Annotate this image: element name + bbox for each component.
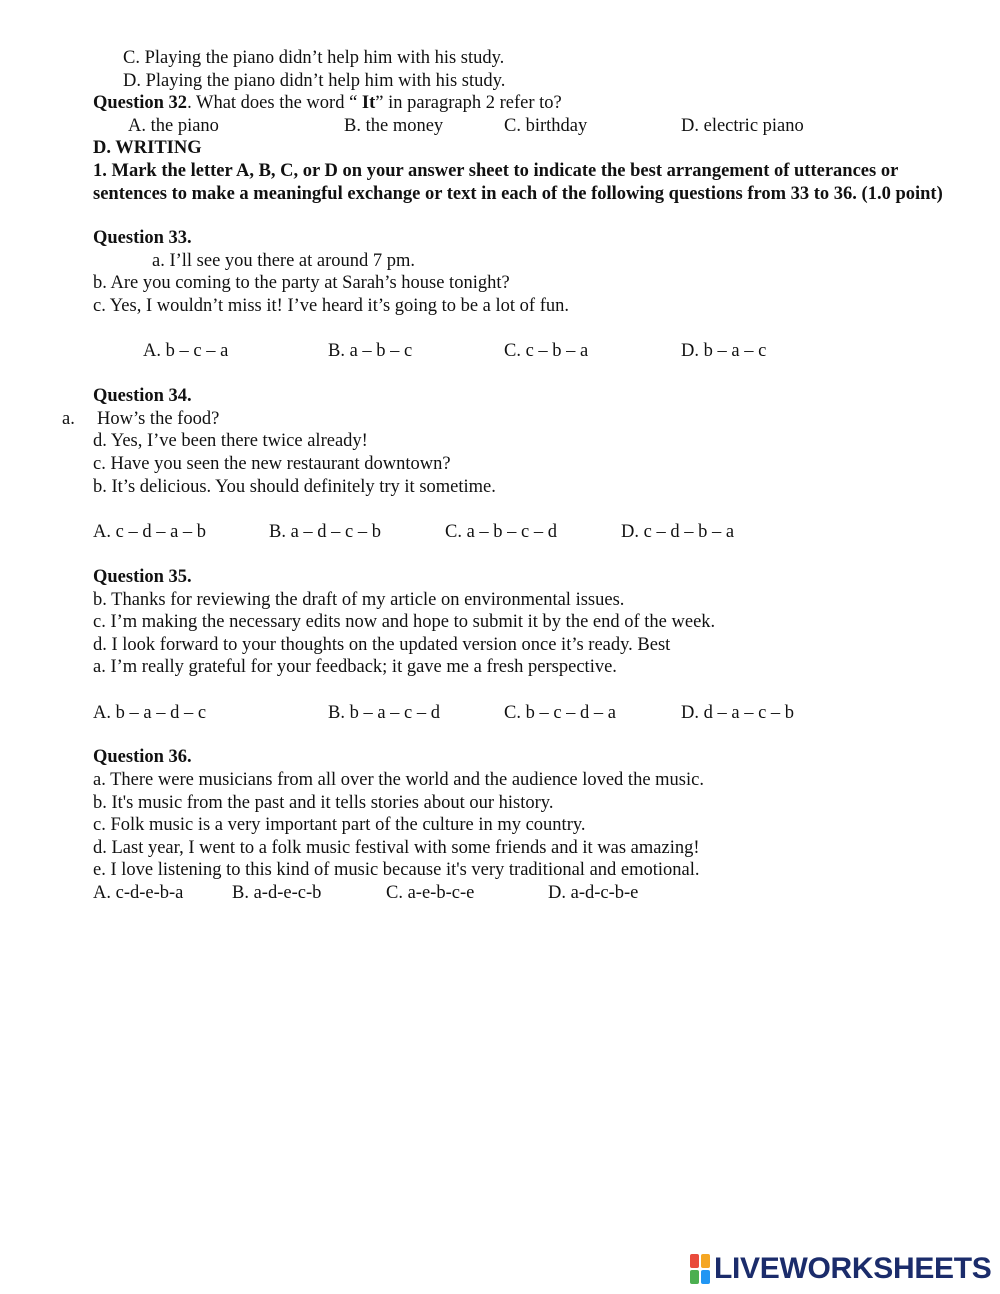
q35-line-d: d. I look forward to your thoughts on the updated version once it’s ready. Best xyxy=(93,635,671,655)
q33-option-c[interactable]: C. c – b – a xyxy=(504,341,589,361)
q32-label: Question 32 xyxy=(93,93,188,113)
q32-option-c[interactable]: C. birthday xyxy=(504,116,588,136)
q35-option-d[interactable]: D. d – a – c – b xyxy=(681,703,795,723)
q35-option-b[interactable]: B. b – a – c – d xyxy=(328,703,441,723)
logo-square-2 xyxy=(701,1254,710,1268)
q36-label: Question 36. xyxy=(93,747,192,767)
q36-option-a[interactable]: A. c-d-e-b-a xyxy=(93,883,184,903)
q34-line-c: c. Have you seen the new restaurant downtown? xyxy=(93,454,451,474)
q33-line-c: c. Yes, I wouldn’t miss it! I’ve heard it’s going to be a lot of fun. xyxy=(93,296,569,316)
q32-option-a[interactable]: A. the piano xyxy=(128,116,219,136)
q34-line-a: How’s the food? xyxy=(97,409,220,429)
q34-line-b: b. It’s delicious. You should definitely try it sometime. xyxy=(93,477,496,497)
q35-label: Question 35. xyxy=(93,567,192,587)
q35-line-a: a. I’m really grateful for your feedback; it gave me a fresh perspective. xyxy=(93,657,617,677)
q33-option-d[interactable]: D. b – a – c xyxy=(681,341,767,361)
q34-option-d[interactable]: D. c – d – b – a xyxy=(621,522,735,542)
q36-line-e: e. I love listening to this kind of music because it's very traditional and emotional. xyxy=(93,860,700,880)
q34-option-a[interactable]: A. c – d – a – b xyxy=(93,522,207,542)
q35-option-a[interactable]: A. b – a – d – c xyxy=(93,703,207,723)
q33-line-a: a. I’ll see you there at around 7 pm. xyxy=(152,251,416,271)
q34-label: Question 34. xyxy=(93,386,192,406)
q31-option-d: D. Playing the piano didn’t help him with his study. xyxy=(123,71,506,91)
liveworksheets-brand-text: LIVEWORKSHEETS xyxy=(714,1252,992,1285)
q34-option-b[interactable]: B. a – d – c – b xyxy=(269,522,382,542)
q34-line-a-marker: a. xyxy=(62,409,75,429)
q32-keyword: It xyxy=(361,93,376,113)
q36-line-b: b. It's music from the past and it tells stories about our history. xyxy=(93,793,554,813)
q32-text-post: ” in paragraph 2 refer to? xyxy=(375,93,562,113)
q33-option-b[interactable]: B. a – b – c xyxy=(328,341,413,361)
logo-square-3 xyxy=(690,1270,699,1284)
q36-option-c[interactable]: C. a-e-b-c-e xyxy=(386,883,475,903)
q36-line-c: c. Folk music is a very important part of the culture in my country. xyxy=(93,815,586,835)
q32-option-d[interactable]: D. electric piano xyxy=(681,116,804,136)
q34-option-c[interactable]: C. a – b – c – d xyxy=(445,522,558,542)
q32-option-b[interactable]: B. the money xyxy=(344,116,444,136)
q33-option-a[interactable]: A. b – c – a xyxy=(143,341,229,361)
q36-option-d[interactable]: D. a-d-c-b-e xyxy=(548,883,639,903)
liveworksheets-logo-icon xyxy=(690,1254,710,1284)
section-instruction: 1. Mark the letter A, B, C, or D on your answer sheet to indicate the best arrangement of utterances or sentences to make a meaningful exchange or text in each of the following questions from 33 to 36. (1.0 point) xyxy=(93,161,943,204)
section-heading: D. WRITING xyxy=(93,138,202,158)
q31-option-c: C. Playing the piano didn’t help him with his study. xyxy=(123,48,505,68)
q36-line-d: d. Last year, I went to a folk music festival with some friends and it was amazing! xyxy=(93,838,700,858)
liveworksheets-logo[interactable] xyxy=(690,1253,992,1285)
q36-line-a: a. There were musicians from all over the world and the audience loved the music. xyxy=(93,770,704,790)
q35-option-c[interactable]: C. b – c – d – a xyxy=(504,703,617,723)
logo-square-4 xyxy=(701,1270,710,1284)
q32-text-pre: . What does the word “ xyxy=(187,93,362,113)
q32-stem xyxy=(93,92,562,115)
logo-square-1 xyxy=(690,1254,699,1268)
q33-line-b: b. Are you coming to the party at Sarah’s house tonight? xyxy=(93,273,510,293)
q36-option-b[interactable]: B. a-d-e-c-b xyxy=(232,883,322,903)
q35-line-b: b. Thanks for reviewing the draft of my article on environmental issues. xyxy=(93,590,625,610)
q33-label: Question 33. xyxy=(93,228,192,248)
q34-line-d: d. Yes, I’ve been there twice already! xyxy=(93,431,368,451)
q35-line-c: c. I’m making the necessary edits now and hope to submit it by the end of the week. xyxy=(93,612,716,632)
